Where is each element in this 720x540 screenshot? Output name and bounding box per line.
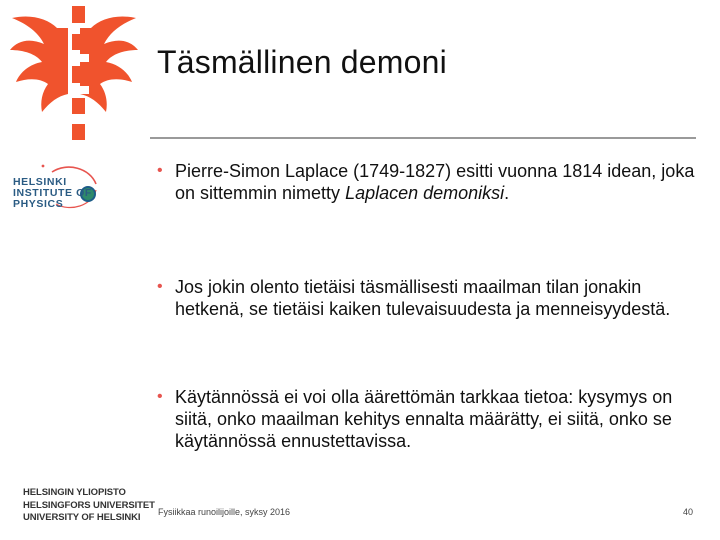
hip-line: HELSINKI <box>13 176 67 188</box>
bullet-text-end: . <box>504 183 510 203</box>
university-line: UNIVERSITY OF HELSINKI <box>23 512 141 523</box>
university-flame-logo <box>2 0 152 150</box>
slide-title: Täsmällinen demoni <box>157 44 447 80</box>
bullet-dot-icon: • <box>157 388 163 405</box>
bullet-dot-icon: • <box>157 162 163 179</box>
bullet-item <box>157 160 697 204</box>
bullet-item <box>157 386 697 452</box>
bullet-text: Pierre-Simon Laplace (1749-1827) esitti vuonna 1814 idean, joka on sittemmin nimetty <box>175 161 695 203</box>
bullet-text: Jos jokin olento tietäisi täsmällisesti maailman tilan jonakin hetkenä, se tietäisi kaiken tulevaisuudesta ja menneisyydestä. <box>175 277 671 319</box>
page-number: 40 <box>682 507 693 517</box>
university-logo-text <box>23 487 155 525</box>
hip-line: INSTITUTE OF <box>13 187 92 199</box>
bullet-emphasis: Laplacen demoniksi <box>345 183 505 203</box>
title-divider <box>150 137 696 139</box>
university-line: HELSINGFORS UNIVERSITET <box>23 499 155 511</box>
bullet-text: Käytännössä ei voi olla äärettömän tarkkaa tietoa: kysymys on siitä, onko maailman kehitys ennalta määrätty, ei siitä, onko se käytännössä ennustettavissa. <box>175 387 673 451</box>
hip-line: PHYSICS <box>13 198 64 210</box>
footer-text: Fysiikkaa runoilijoille, syksy 2016 <box>158 507 291 517</box>
bullet-dot-icon: • <box>157 278 163 295</box>
bullet-item <box>157 276 697 320</box>
hip-logo-text <box>13 177 92 210</box>
university-line: HELSINGIN YLIOPISTO <box>23 487 126 498</box>
